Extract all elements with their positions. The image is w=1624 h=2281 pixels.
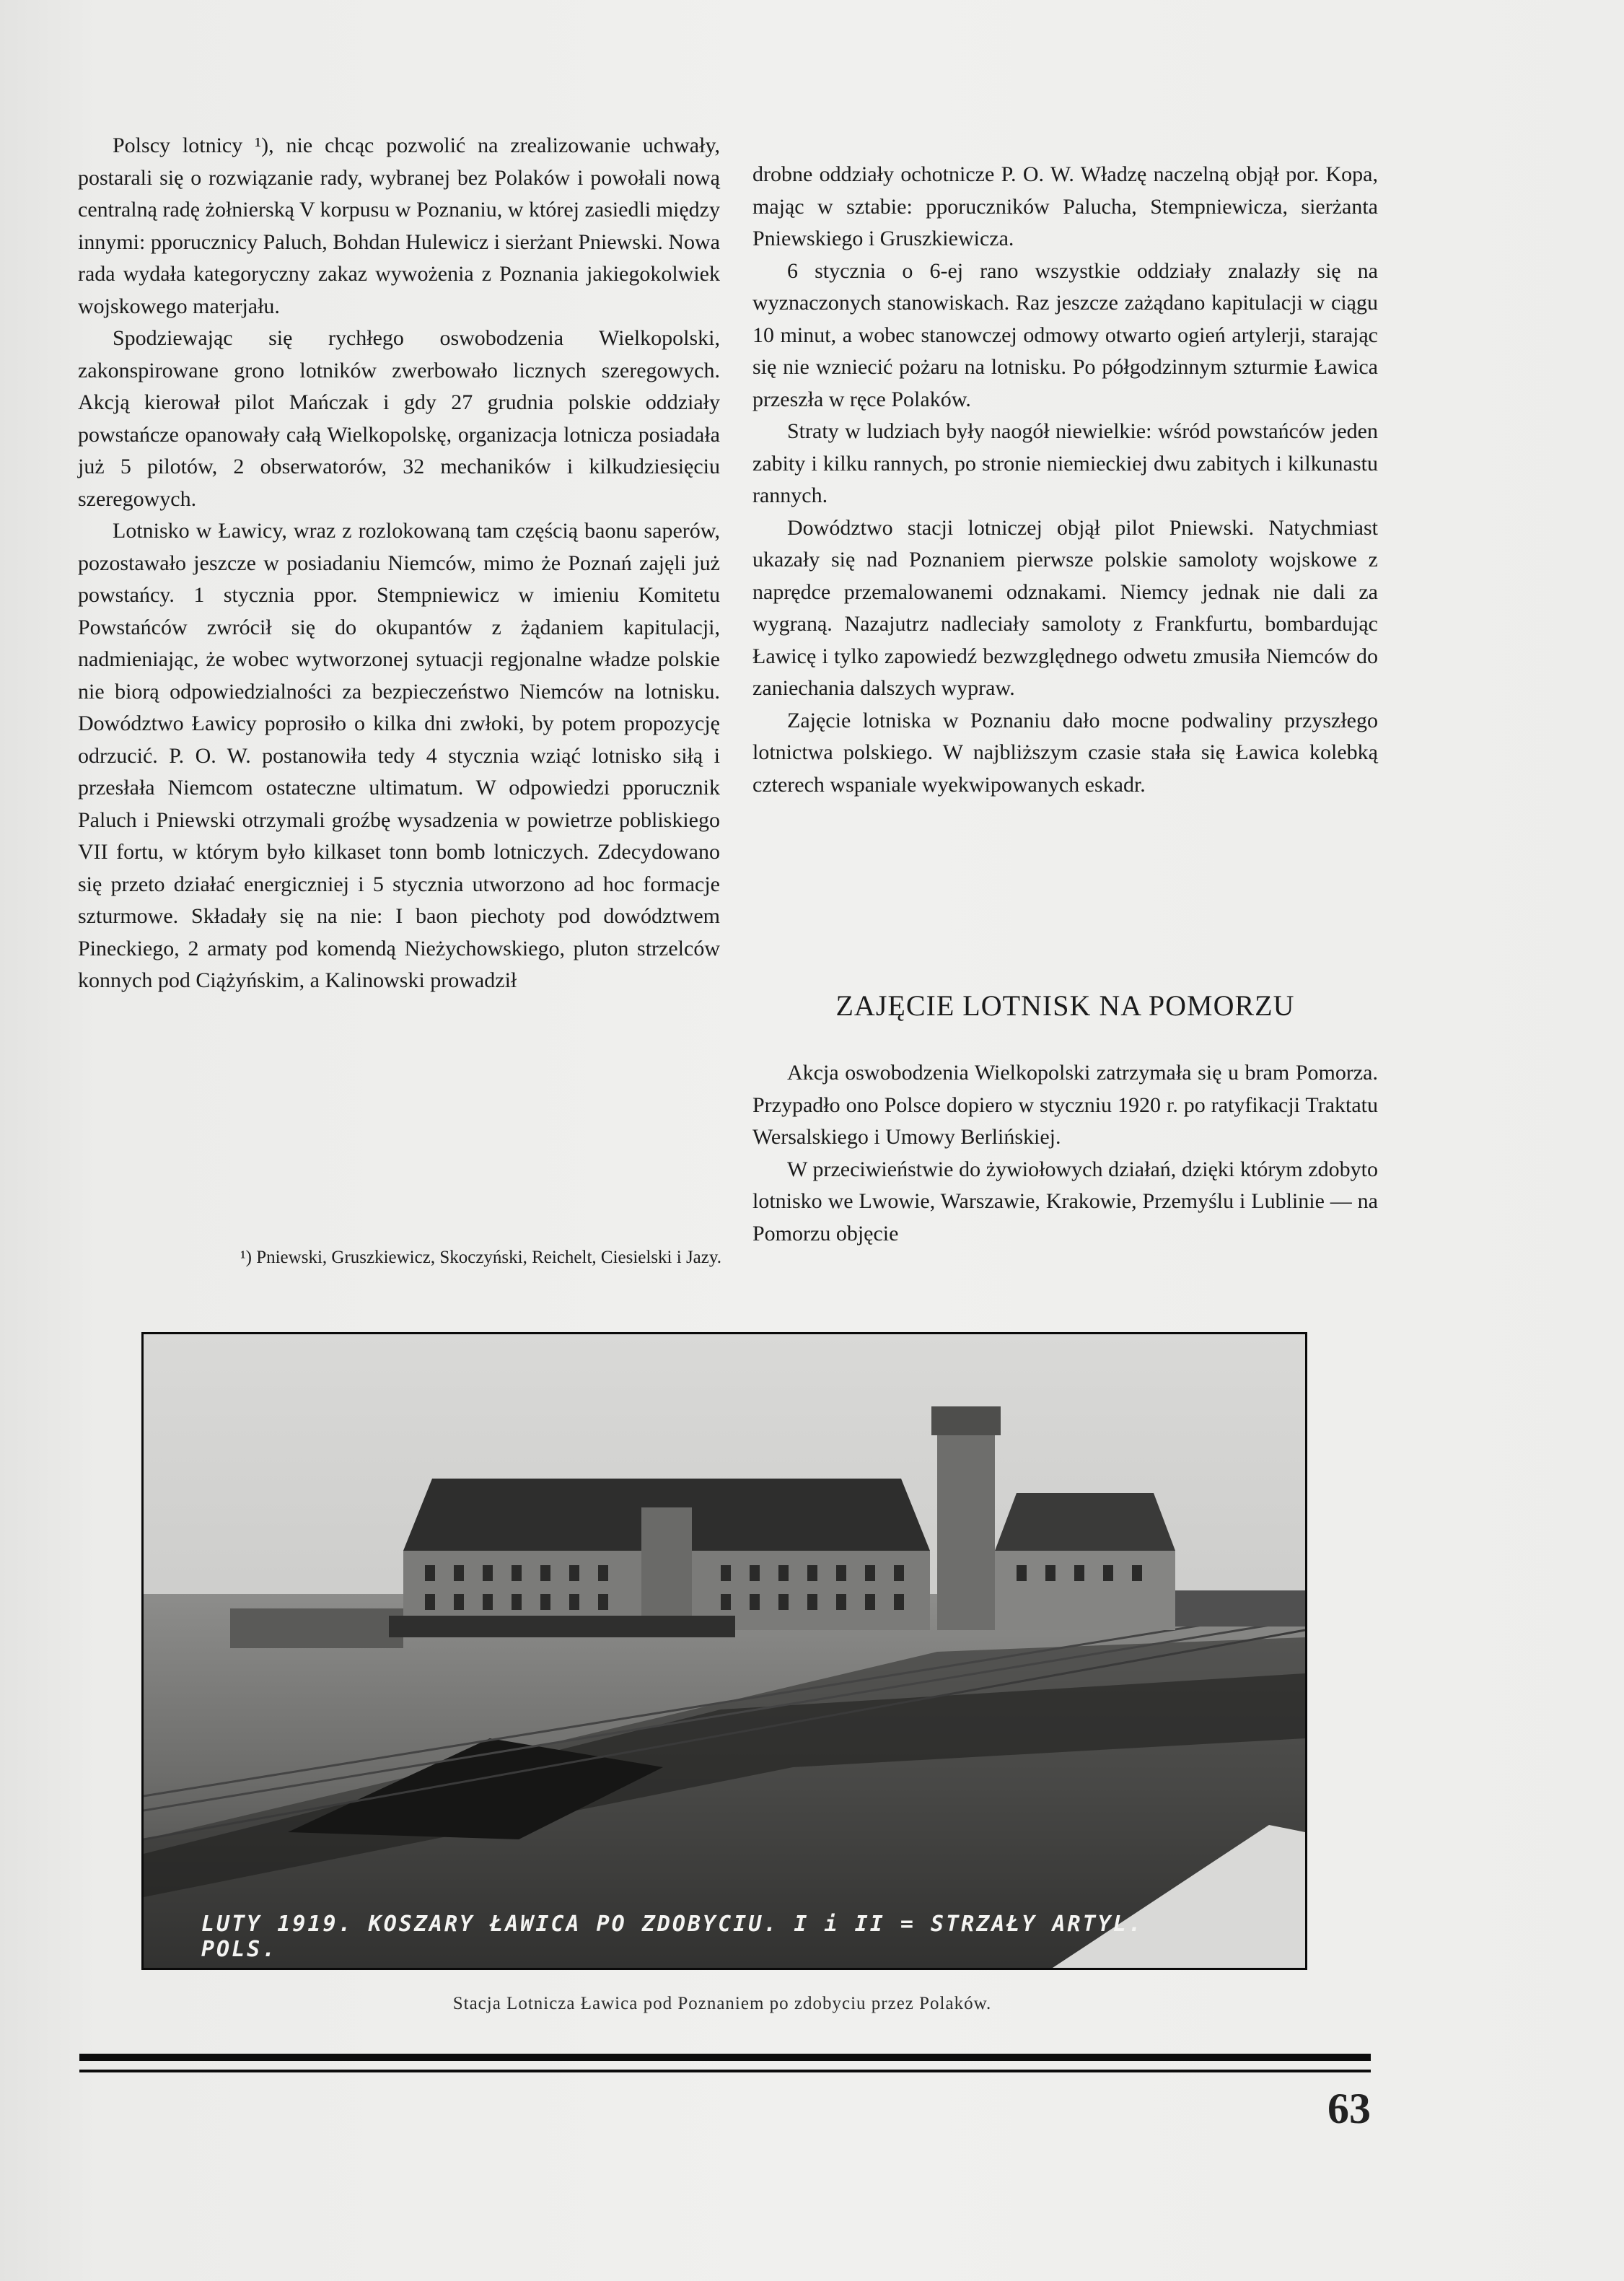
footer-rule-thick — [79, 2054, 1371, 2061]
right-paragraph-2: 6 stycznia o 6-ej rano wszystkie oddziały znalazły się na wyznaczonych stanowiskach. Raz jeszcze zażądano kapitulacji w ciągu 10 minut, a wobec stanowczej odmowy otwarto ogień artylerji, starając się nie wzniecić pożaru na lotnisku. Po półgodzinnym szturmie Ławica przeszła w ręce Polaków. — [752, 258, 1378, 411]
left-paragraph-3: Lotnisko w Ławicy, wraz z rozlokowaną tam częścią baonu saperów, pozostawało jeszcze w posiadaniu Niemców, mimo że Poznań zajęli już powstańcy. 1 stycznia ppor. Stempniewicz w imieniu Komitetu Powstańców zwrócił się do okupantów z żądaniem kapitulacji, nadmieniając, że wobec wytworzonej sytuacji regjonalne władze polskie nie biorą odpowiedzialności za bezpieczeństwo Niemców na lotnisku. Dowództwo Ławicy poprosiło o kilka dni zwłoki, by potem propozycję odrzucić. P. O. W. postanowiła tedy 4 stycznia wziąć lotnisko siłą i przesłała Niemcom ostateczne ultimatum. W odpowiedzi pporucznik Paluch i Pniewski otrzymali groźbę wysadzenia w powietrze pobliskiego VII fortu, w którym było kilkaset tonn bomb lotniczych. Zdecydowano się przeto działać energiczniej i 5 stycznia utworzono ad hoc formacje szturmowe. Składały się na nie: I baon piechoty pod dowództwem Pineckiego, 2 armaty pod komendą Nieżychowskiego, pluton strzelców konnych pod Ciążyńskim, a Kalinowski prowadził — [78, 519, 720, 992]
section-heading: ZAJĘCIE LOTNISK NA POMORZU — [835, 989, 1295, 1022]
section-paragraph-1: Akcja oswobodzenia Wielkopolski zatrzymała się u bram Pomorza. Przypadło ono Polsce dopiero w styczniu 1920 r. po ratyfikacji Traktatu Wersalskiego i Umowy Berlińskiej. — [752, 1061, 1378, 1149]
footer-rule-thin — [79, 2070, 1371, 2072]
photo-barracks-illustration — [144, 1334, 1305, 1968]
footnote: ¹) Pniewski, Gruszkiewicz, Skoczyński, Reichelt, Ciesielski i Jazy. — [240, 1248, 721, 1267]
historical-photo — [141, 1332, 1307, 1970]
section-paragraph-2: W przeciwieństwie do żywiołowych działań, dzięki którym zdobyto lotnisko we Lwowie, Warszawie, Krakowie, Przemyślu i Lublinie — na Pomorzu objęcie — [752, 1157, 1378, 1245]
photo-inscription: LUTY 1919. KOSZARY ŁAWICA PO ZDOBYCIU. I i II = STRZAŁY ARTYL. POLS. — [201, 1912, 1144, 1962]
page-number: 63 — [1327, 2085, 1371, 2132]
right-paragraph-5: Zajęcie lotniska w Poznaniu dało mocne podwaliny przyszłego lotnictwa polskiego. W najbliższym czasie stała się Ławica kolebką czterech wspaniale wyekwipowanych eskadr. — [752, 708, 1378, 797]
right-column — [752, 159, 1378, 801]
left-paragraph-2: Spodziewając się rychłego oswobodzenia Wielkopolski, zakonspirowane grono lotników zwerbowało licznych szeregowych. Akcją kierował pilot Mańczak i gdy 27 grudnia polskie oddziały powstańcze opanowały całą Wielkopolskę, organizacja lotnicza posiadała już 5 pilotów, 2 obserwatorów, 32 mechaników i kilkudziesięciu szeregowych. — [78, 326, 720, 511]
right-paragraph-1: drobne oddziały ochotnicze P. O. W. Władzę naczelną objął por. Kopa, mając w sztabie: pporuczników Palucha, Stempniewicza, sierżanta Pniewskiego i Gruszkiewicza. — [752, 162, 1378, 250]
left-column — [78, 130, 720, 997]
right-paragraph-4: Dowództwo stacji lotniczej objął pilot Pniewski. Natychmiast ukazały się nad Poznaniem pierwsze polskie samoloty wojskowe z naprędce przemalowanemi odznakami. Niemcy jednak nie dali za wygraną. Nazajutrz nadleciały samoloty z Frankfurtu, bombardując Ławicę i tylko zapowiedź bezwzględnego odwetu zmusiła Niemców do zaniechania dalszych wypraw. — [752, 515, 1378, 700]
photo-caption: Stacja Lotnicza Ławica pod Poznaniem po zdobyciu przez Polaków. — [452, 1994, 992, 2013]
left-paragraph-1: Polscy lotnicy ¹), nie chcąc pozwolić na zrealizowanie uchwały, postarali się o rozwiązanie rady, wybranej bez Polaków i powołali nową centralną radę żołnierską V korpusu w Poznaniu, w której zasiedli między innymi: pporucznicy Paluch, Bohdan Hulewicz i sierżant Pniewski. Nowa rada wydała kategoryczny zakaz wywożenia z Poznania jakiegokolwiek wojskowego materjału. — [78, 133, 720, 318]
right-paragraph-3: Straty w ludziach były naogół niewielkie: wśród powstańców jeden zabity i kilku rannych, po stronie niemieckiej dwu zabitych i kilkunastu rannych. — [752, 419, 1378, 507]
section-body — [752, 1057, 1378, 1250]
